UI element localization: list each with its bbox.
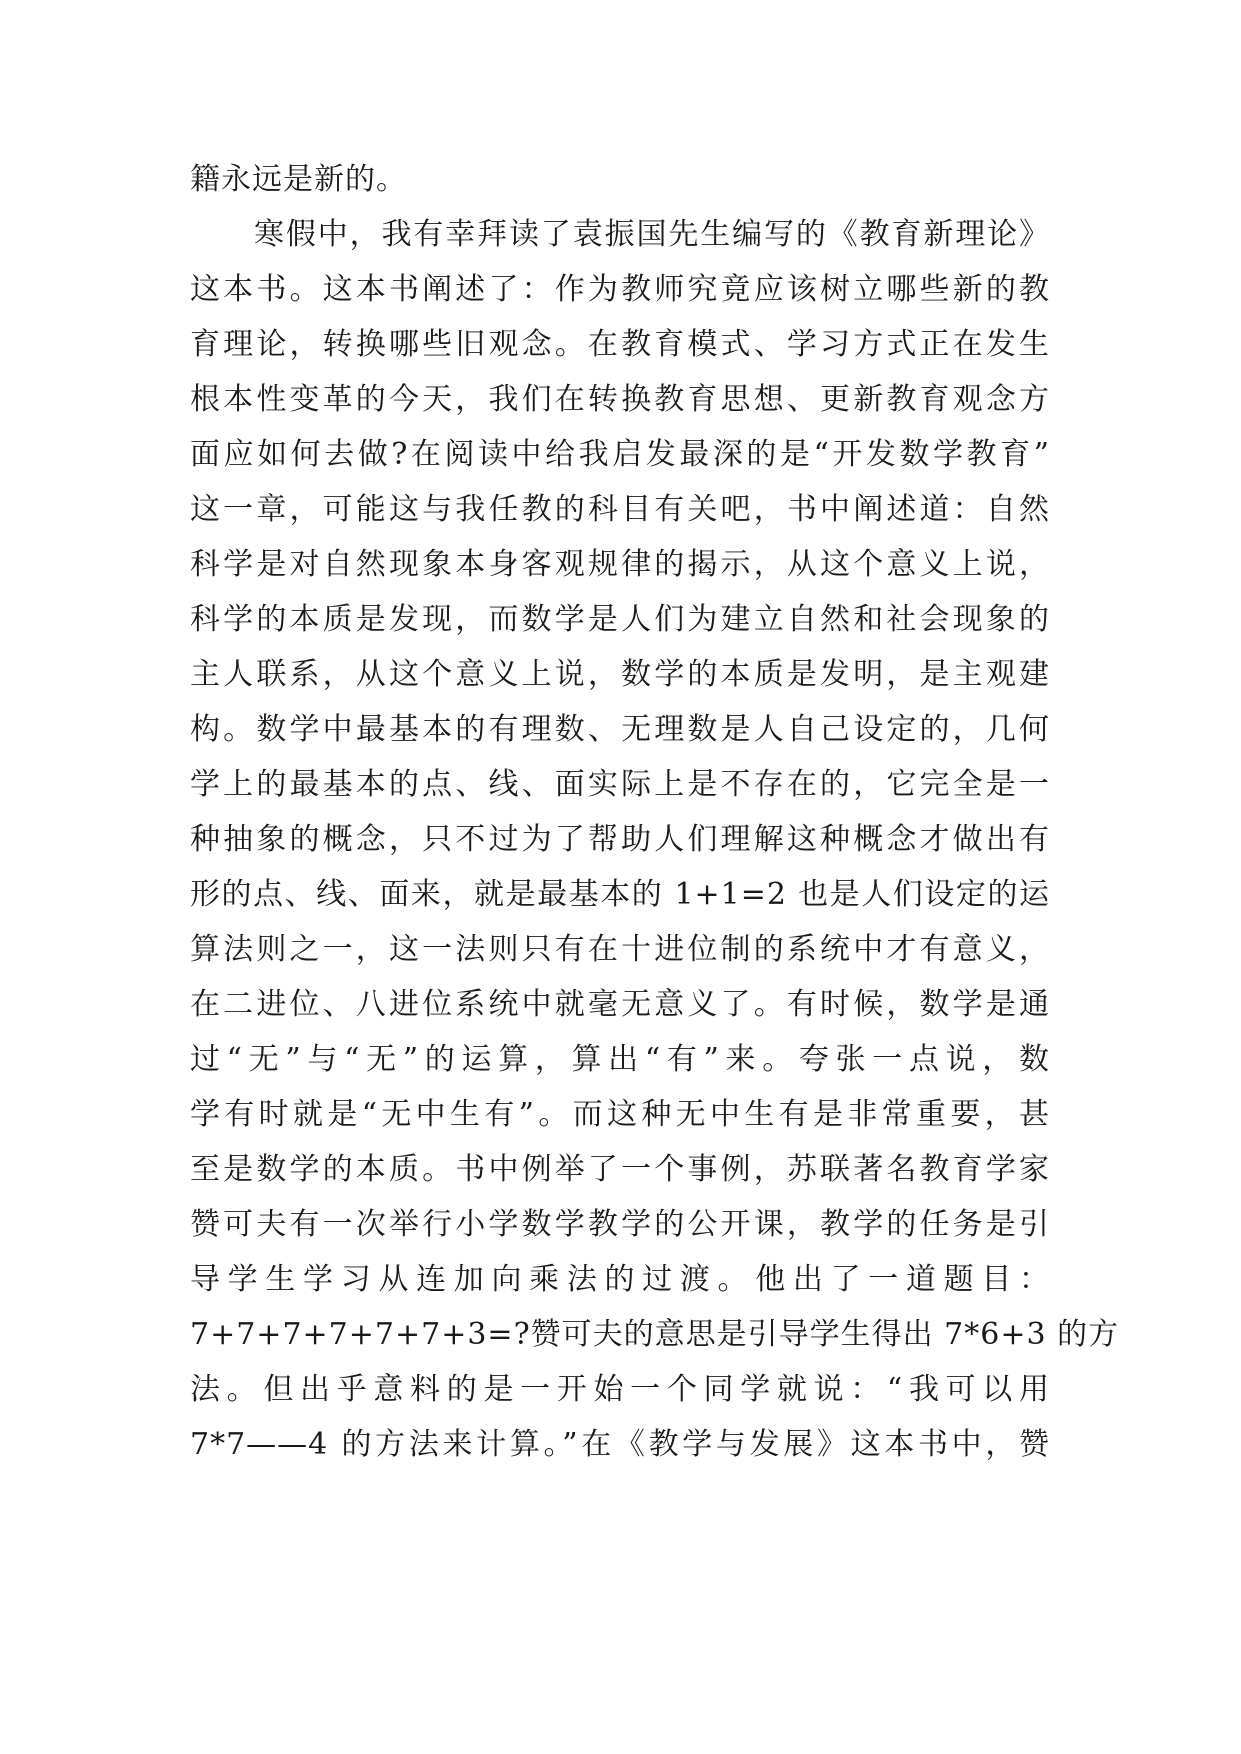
text-line: 学上的最基本的点、线、面实际上是不存在的，它完全是一 (190, 767, 1050, 802)
text-line: 科学是对自然现象本身客观规律的揭示，从这个意义上说， (190, 547, 1050, 582)
text-line: 7*7——4 的方法来计算。”在《教学与发展》这本书中，赞 (190, 1427, 1050, 1462)
text-line: 赞可夫有一次举行小学数学教学的公开课，教学的任务是引 (190, 1207, 1050, 1242)
text-line: 算法则之一，这一法则只有在十进位制的系统中才有意义， (190, 932, 1050, 967)
text-line: 构。数学中最基本的有理数、无理数是人自己设定的，几何 (190, 712, 1050, 747)
text-line: 法。但出乎意料的是一开始一个同学就说：“我可以用 (190, 1372, 1050, 1407)
text-line: 这一章，可能这与我任教的科目有关吧，书中阐述道：自然 (190, 492, 1050, 527)
text-line: 过“无”与“无”的运算，算出“有”来。夸张一点说，数 (190, 1042, 1050, 1077)
text-line: 育理论，转换哪些旧观念。在教育模式、学习方式正在发生 (190, 327, 1050, 362)
paragraph-first-line: 寒假中，我有幸拜读了袁振国先生编写的《教育新理论》 (254, 217, 1050, 252)
text-line: 根本性变革的今天，我们在转换教育思想、更新教育观念方 (190, 382, 1050, 417)
text-line: 7+7+7+7+7+7+3=?赞可夫的意思是引导学生得出 7*6+3 的方 (190, 1317, 1120, 1352)
text-line: 导学生学习从连加向乘法的过渡。他出了一道题目： (190, 1262, 1050, 1297)
text-line: 面应如何去做?在阅读中给我启发最深的是“开发数学教育” (190, 437, 1050, 472)
text-line: 科学的本质是发现，而数学是人们为建立自然和社会现象的 (190, 602, 1050, 637)
text-line: 籍永远是新的。 (190, 162, 407, 197)
text-line: 在二进位、八进位系统中就毫无意义了。有时候，数学是通 (190, 987, 1050, 1022)
text-line: 至是数学的本质。书中例举了一个事例，苏联著名教育学家 (190, 1152, 1050, 1187)
text-line: 种抽象的概念，只不过为了帮助人们理解这种概念才做出有 (190, 822, 1050, 857)
text-line: 主人联系，从这个意义上说，数学的本质是发明，是主观建 (190, 657, 1050, 692)
text-line: 形的点、线、面来，就是最基本的 1+1=2 也是人们设定的运 (190, 877, 1050, 912)
body-text (190, 152, 1120, 1472)
text-line: 这本书。这本书阐述了：作为教师究竟应该树立哪些新的教 (190, 272, 1050, 307)
text-line: 学有时就是“无中生有”。而这种无中生有是非常重要，甚 (190, 1097, 1050, 1132)
